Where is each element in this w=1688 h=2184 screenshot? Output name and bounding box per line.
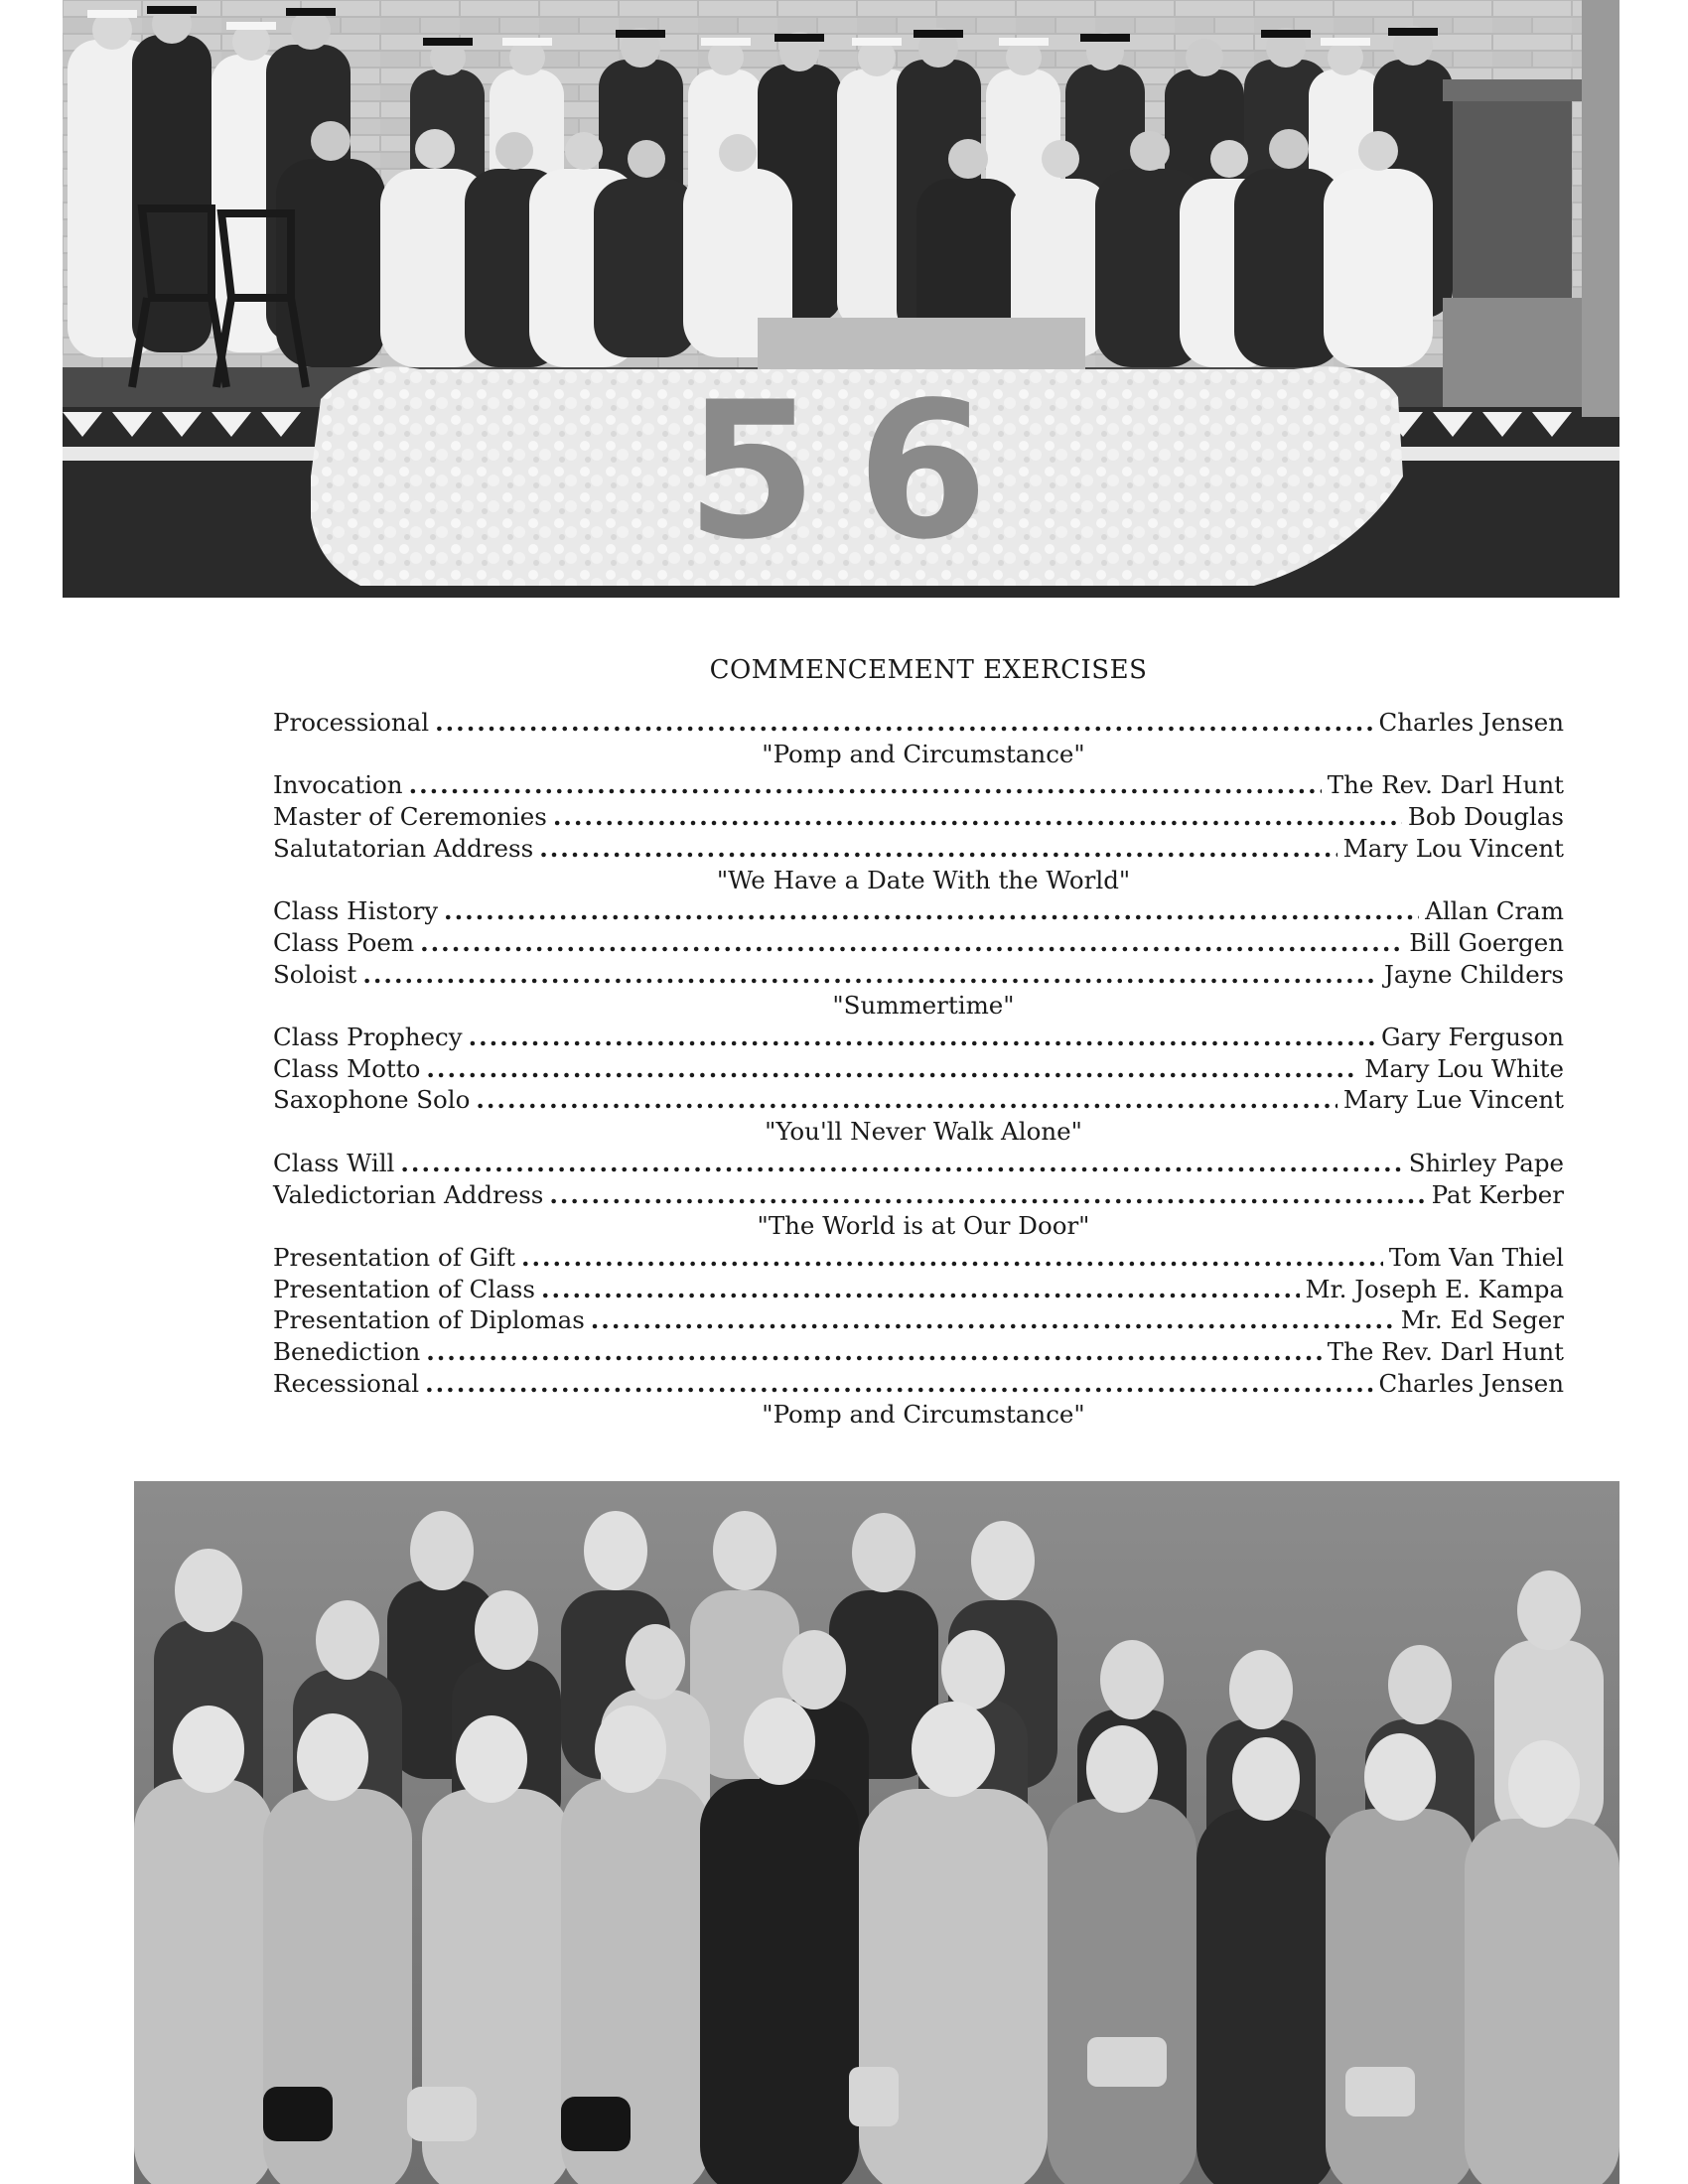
- program-item-row: [273, 1274, 1564, 1305]
- program-item-row: [273, 801, 1564, 833]
- program-item-label: Class Poem: [273, 927, 415, 957]
- program-item-row: [273, 1304, 1564, 1336]
- program-item-label: Class Prophecy: [273, 1023, 463, 1052]
- program-item-row: [273, 927, 1564, 959]
- program-item-label: Processional: [273, 708, 430, 737]
- program-item-label: Salutatorian Address: [273, 833, 534, 863]
- program-item-row: [273, 707, 1564, 739]
- program-item-person: Shirley Pape: [1408, 1148, 1564, 1177]
- program-item-label: Valedictorian Address: [273, 1179, 544, 1209]
- group-photo-illustration: [134, 1481, 1619, 2184]
- commencement-program: [273, 655, 1564, 1431]
- program-item-person: Bob Douglas: [1407, 802, 1564, 832]
- program-item-label: Saxophone Solo: [273, 1085, 471, 1115]
- program-item-label: Class History: [273, 896, 439, 926]
- program-song-title: "Summertime": [832, 991, 1015, 1021]
- program-item-row: [273, 1022, 1564, 1053]
- dot-leader: [549, 1179, 1425, 1211]
- dot-leader: [362, 959, 1378, 991]
- dot-leader: [420, 927, 1403, 959]
- program-item-person: Mary Lou Vincent: [1342, 833, 1564, 863]
- program-item-label: Class Will: [273, 1148, 395, 1177]
- stage-numeral: 56: [685, 361, 1029, 581]
- program-item-row: [273, 1148, 1564, 1179]
- dot-leader: [553, 801, 1402, 833]
- program-title: COMMENCEMENT EXERCISES: [709, 655, 1148, 685]
- dot-leader: [469, 1022, 1375, 1053]
- program-item-row: [273, 1179, 1564, 1211]
- dot-leader: [409, 769, 1322, 801]
- dot-leader: [435, 707, 1372, 739]
- program-item-label: Master of Ceremonies: [273, 802, 547, 832]
- dot-leader: [476, 1084, 1337, 1116]
- program-item-person: The Rev. Darl Hunt: [1327, 770, 1564, 800]
- dot-leader: [539, 833, 1336, 865]
- program-song-title: "The World is at Our Door": [757, 1211, 1090, 1241]
- dot-leader: [400, 1148, 1402, 1179]
- program-item-label: Soloist: [273, 959, 357, 989]
- program-item-row: [273, 769, 1564, 801]
- program-item-label: Presentation of Gift: [273, 1242, 515, 1272]
- program-item-person: Gary Ferguson: [1381, 1023, 1564, 1052]
- stage-photo: [63, 0, 1619, 598]
- program-item-label: Recessional: [273, 1368, 420, 1398]
- program-item-row: [273, 895, 1564, 927]
- program-item-row: [273, 1053, 1564, 1085]
- program-list: [273, 707, 1564, 1431]
- program-song-title: "You'll Never Walk Alone": [765, 1117, 1082, 1147]
- program-item-person: Mr. Ed Seger: [1400, 1305, 1564, 1335]
- program-item-person: Mr. Joseph E. Kampa: [1305, 1274, 1564, 1303]
- dot-leader: [426, 1336, 1322, 1368]
- program-item-person: Charles Jensen: [1378, 1368, 1564, 1398]
- program-item-person: Charles Jensen: [1378, 708, 1564, 737]
- program-item-row: [273, 1084, 1564, 1116]
- dot-leader: [444, 895, 1419, 927]
- program-item-person: Tom Van Thiel: [1388, 1242, 1564, 1272]
- dot-leader: [541, 1274, 1300, 1305]
- program-song-title: "Pomp and Circumstance": [762, 739, 1085, 768]
- program-item-person: Jayne Childers: [1384, 959, 1564, 989]
- program-item-label: Presentation of Class: [273, 1274, 535, 1303]
- program-song-title: "Pomp and Circumstance": [762, 1400, 1085, 1430]
- program-item-person: Bill Goergen: [1409, 927, 1564, 957]
- program-item-label: Benediction: [273, 1337, 421, 1367]
- dot-leader: [591, 1304, 1395, 1336]
- program-song-title: "We Have a Date With the World": [716, 865, 1131, 894]
- program-item-row: [273, 1368, 1564, 1400]
- program-item-row: [273, 1336, 1564, 1368]
- program-item-person: Allan Cram: [1425, 896, 1564, 926]
- program-item-row: [273, 1242, 1564, 1274]
- dot-leader: [425, 1368, 1372, 1400]
- dot-leader: [426, 1053, 1358, 1085]
- class-group-photo: [134, 1481, 1619, 2184]
- program-item-label: Presentation of Diplomas: [273, 1305, 585, 1335]
- program-item-person: Pat Kerber: [1431, 1179, 1564, 1209]
- stage-photo-illustration: [63, 0, 1619, 598]
- program-item-row: [273, 959, 1564, 991]
- dot-leader: [521, 1242, 1383, 1274]
- program-item-label: Class Motto: [273, 1053, 421, 1083]
- program-item-person: The Rev. Darl Hunt: [1327, 1337, 1564, 1367]
- program-item-row: [273, 833, 1564, 865]
- program-item-person: Mary Lou White: [1364, 1053, 1564, 1083]
- program-item-label: Invocation: [273, 770, 403, 800]
- program-item-person: Mary Lue Vincent: [1342, 1085, 1564, 1115]
